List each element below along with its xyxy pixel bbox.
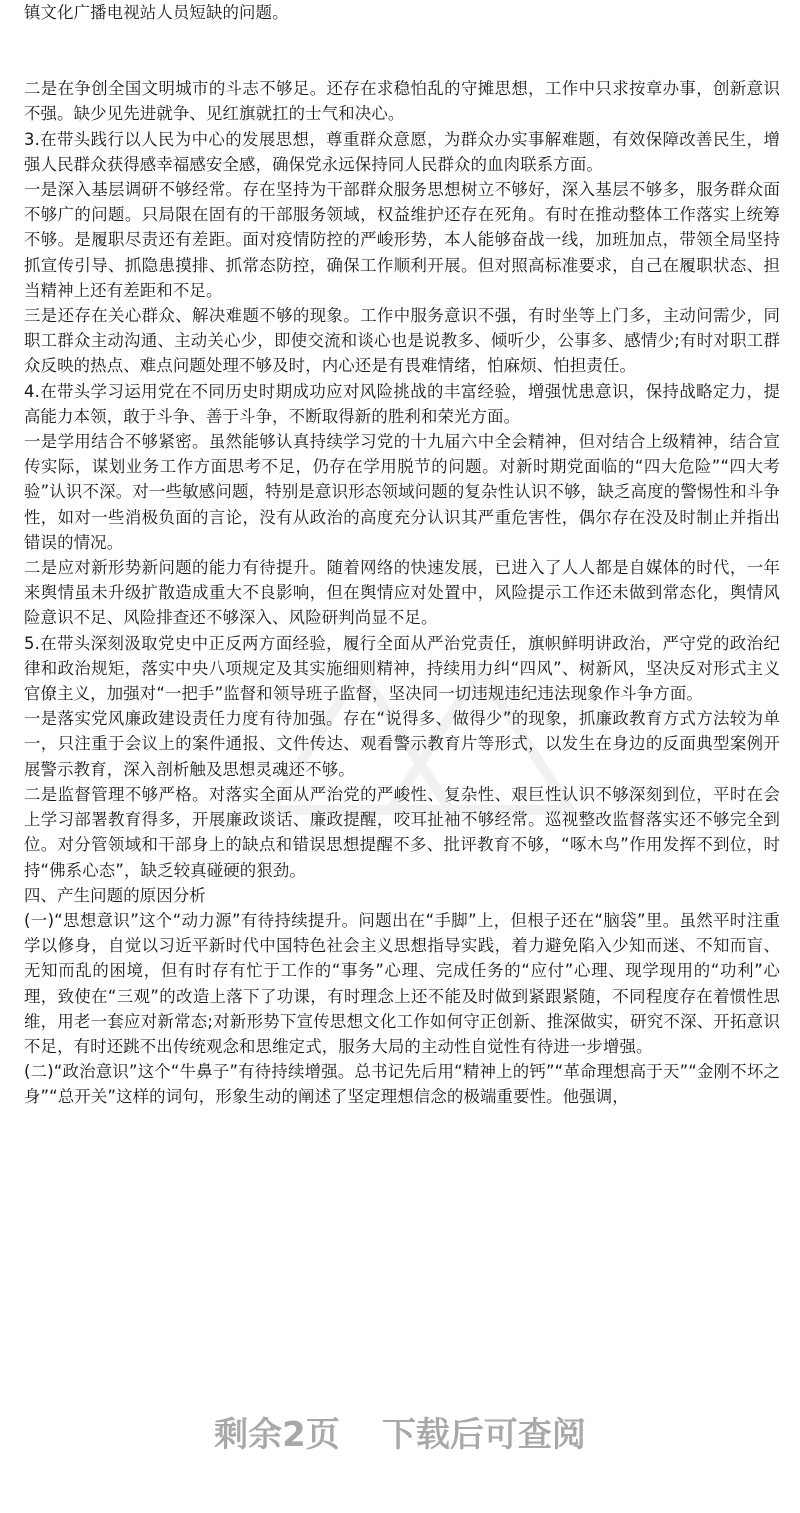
paragraph-continuation: 镇文化广播电视站人员短缺的问题。 — [24, 3, 289, 22]
remaining-pages-label: 剩余2页 — [214, 1415, 340, 1455]
document-body — [24, 0, 780, 1110]
paragraph: (二)“政治意识”这个“牛鼻子”有待持续增强。总书记先后用“精神上的钙”“革命理想高于天”“金刚不坏之身”“总开关”这样的词句，形象生动的阐述了坚定理想信念的极端重要性。他强调， — [24, 1062, 780, 1107]
paragraph: 一是深入基层调研不够经常。存在坚持为干部群众服务思想树立不够好，深入基层不够多，服务群众面不够广的问题。只局限在固有的干部服务领域，权益维护还存在死角。有时在推动整体工作落实上统筹不够。是履职尽责还有差距。面对疫情防控的严峻形势，本人能够奋战一线，加班加点，带领全局坚持抓宣传引导、抓隐患摸排、抓常态防控，确保工作顺利开展。但对照高标准要求，自己在履职状态、担当精神上还有差距和不足。 — [24, 180, 780, 300]
paragraph-gap — [24, 25, 780, 76]
paragraph: 三是还存在关心群众、解决难题不够的现象。工作中服务意识不强，有时坐等上门多，主动问需少，同职工群众主动沟通、主动关心少，即使交流和谈心也是说教多、倾听少，公事多、感情少;有时对职工群众反映的热点、难点问题处理不够及时，内心还是有畏难情绪，怕麻烦、怕担责任。 — [24, 306, 780, 376]
paragraph: 二是监督管理不够严格。对落实全面从严治党的严峻性、复杂性、艰巨性认识不够深刻到位，平时在会上学习部署教育得多，开展廉政谈话、廉政提醒，咬耳扯袖不够经常。巡视整改监督落实还不够完全到位。对分管领域和干部身上的缺点和错误思想提醒不多、批评教育不够，“啄木鸟”作用发挥不到位，时持“佛系心态”，缺乏较真碰硬的狠劲。 — [24, 784, 780, 880]
paragraph: 一是落实党风廉政建设责任力度有待加强。存在“说得多、做得少”的现象，抓廉政教育方式方法较为单一，只注重于会议上的案件通报、文件传达、观看警示教育片等形式，以发生在身边的反面典型案例开展警示教育，深入剖析触及思想灵魂还不够。 — [24, 709, 780, 779]
paragraph: 二是在争创全国文明城市的斗志不够足。还存在求稳怕乱的守摊思想，工作中只求按章办事，创新意识不强。缺少见先进就争、见红旗就扛的士气和决心。 — [24, 79, 780, 124]
download-hint-label: 下载后可查阅 — [381, 1415, 586, 1455]
download-prompt[interactable] — [0, 1411, 800, 1459]
section-heading-5: 5.在带头深刻汲取党史中正反两方面经验，履行全面从严治党责任，旗帜鲜明讲政治，严守党的政治纪律和政治规矩，落实中央八项规定及其实施细则精神，持续用力纠“四风”、树新风，坚决反对形式主义官僚主义，加强对“一把手”监督和领导班子监督，坚决同一切违规违纪违法现象作斗争方面。 — [24, 633, 780, 704]
section-heading-4: 4.在带头学习运用党在不同历史时期成功应对风险挑战的丰富经验，增强忧患意识，保持战略定力，提高能力本领，敢于斗争、善于斗争，不断取得新的胜利和荣光方面。 — [24, 381, 780, 426]
paragraph: 一是学用结合不够紧密。虽然能够认真持续学习党的十九届六中全会精神，但对结合上级精神，结合宣传实际，谋划业务工作方面思考不足，仍存在学用脱节的问题。对新时期党面临的“四大危险”“四大考验”认识不深。对一些敏感问题，特别是意识形态领域问题的复杂性认识不够，缺乏高度的警惕性和斗争性，如对一些消极负面的言论，没有从政治的高度充分认识其严重危害性，偶尔存在没及时制止并指出错误的情况。 — [24, 432, 780, 552]
section-heading-3: 3.在带头践行以人民为中心的发展思想，尊重群众意愿，为群众办实事解难题，有效保障改善民生，增强人民群众获得感幸福感安全感，确保党永远保持同人民群众的血肉联系方面。 — [24, 129, 780, 174]
chapter-heading: 四、产生问题的原因分析 — [24, 885, 206, 905]
paragraph: (一)“思想意识”这个“动力源”有待持续提升。问题出在“手脚”上，但根子还在“脑袋”里。虽然平时注重学以修身，自觉以习近平新时代中国特色社会主义思想指导实践，着力避免陷入少知而迷、不知而盲、无知而乱的困境，但有时存有忙于工作的“事务”心理、完成任务的“应付”心理、现学现用的“功利”心理，致使在“三观”的改造上落下了功课，有时理念上还不能及时做到紧跟紧随，不同程度存在着惯性思维，用老一套应对新常态;对新形势下宣传思想文化工作如何守正创新、推深做实，研究不深、开拓意识不足，有时还跳不出传统观念和思维定式，服务大局的主动性自觉性有待进一步增强。 — [24, 910, 780, 1056]
paragraph: 二是应对新形势新问题的能力有待提升。随着网络的快速发展，已进入了人人都是自媒体的时代，一年来舆情虽未升级扩散造成重大不良影响，但在舆情应对处置中，风险提示工作还未做到常态化，舆情风险意识不足、风险排查还不够深入、风险研判尚显不足。 — [24, 558, 780, 628]
